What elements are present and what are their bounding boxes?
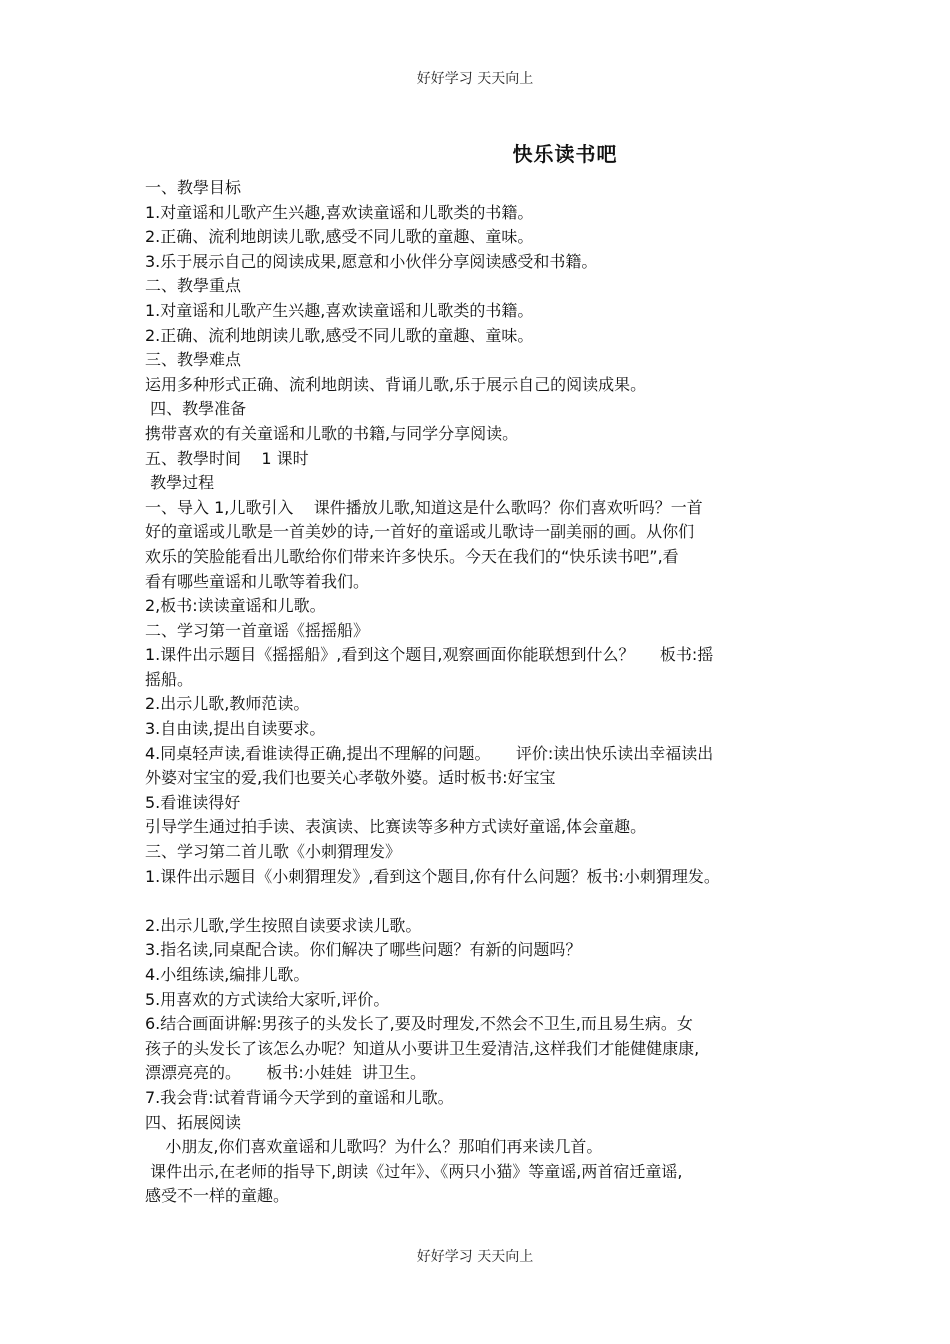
process-text-line: 小朋友,你们喜欢童谣和儿歌吗？为什么？那咱们再来读几首。	[145, 1137, 603, 1157]
process-text-line: 5.用喜欢的方式读给大家听,评价。	[145, 989, 390, 1009]
process-text-line: 5.看谁读得好	[145, 792, 241, 812]
document-body	[145, 176, 817, 1209]
process-text-line: 感受不一样的童趣。	[145, 1186, 290, 1206]
process-text-line: 外婆对宝宝的爱,我们也要关心孝敬外婆。适时板书:好宝宝	[145, 768, 556, 788]
process-text-line: 好的童谣或儿歌是一首美妙的诗,一首好的童谣或儿歌诗一副美丽的画。从你们	[145, 522, 695, 542]
page-header: 好好学习 天天向上	[416, 71, 534, 87]
process-text-line: 漂漂亮亮的。 板书:小娃娃 讲卫生。	[145, 1063, 426, 1083]
process-text-line: 1.课件出示题目《摇摇船》,看到这个题目,观察画面你能联想到什么？ 板书:摇	[145, 645, 714, 665]
process-text-line: 课件出示,在老师的指导下,朗读《过年》、《两只小猫》等童谣,两首宿迁童谣,	[145, 1161, 683, 1181]
section-heading-time: 五、教學时间 1 课时	[145, 448, 309, 468]
section-heading-preparation: 四、教學准备	[145, 399, 247, 419]
difficulty-text: 运用多种形式正确、流利地朗读、背诵儿歌,乐于展示自己的阅读成果。	[145, 374, 647, 394]
key-point-item: 1.对童谣和儿歌产生兴趣,喜欢读童谣和儿歌类的书籍。	[145, 300, 534, 320]
section-heading-objectives: 一、教學目标	[145, 178, 242, 197]
page-footer: 好好学习 天天向上	[416, 1249, 534, 1265]
blank-line	[145, 889, 817, 914]
process-text-line: 摇船。	[145, 669, 194, 689]
process-text-line: 7.我会背:试着背诵今天学到的童谣和儿歌。	[145, 1087, 454, 1107]
preparation-text: 携带喜欢的有关童谣和儿歌的书籍,与同学分享阅读。	[145, 423, 519, 443]
process-text-line: 欢乐的笑脸能看出儿歌给你们带来许多快乐。今天在我们的“快乐读书吧”,看	[145, 546, 679, 566]
process-text-line: 2,板书:读读童谣和儿歌。	[145, 596, 326, 616]
process-text-line: 3.指名读,同桌配合读。你们解决了哪些问题？有新的问题吗？	[145, 940, 582, 960]
process-text-line: 6.结合画面讲解:男孩子的头发长了,要及时理发,不然会不卫生,而且易生病。女	[145, 1014, 693, 1034]
process-text-line: 2.出示儿歌,教师范读。	[145, 694, 310, 714]
section-heading-first-rhyme: 二、学习第一首童谣《摇摇船》	[145, 620, 370, 640]
objective-item: 3.乐于展示自己的阅读成果,愿意和小伙伴分享阅读感受和书籍。	[145, 251, 598, 271]
process-text-line: 1.课件出示题目《小刺猬理发》,看到这个题目,你有什么问题？板书:小刺猬理发。	[145, 866, 720, 886]
process-text-line: 引导学生通过拍手读、表演读、比赛读等多种方式读好童谣,体会童趣。	[145, 817, 647, 837]
process-text-line: 4.同桌轻声读,看谁读得正确,提出不理解的问题。 评价:读出快乐读出幸福读出	[145, 743, 714, 763]
process-text-line: 看有哪些童谣和儿歌等着我们。	[145, 571, 370, 591]
section-heading-second-song: 三、学习第二首儿歌《小刺猬理发》	[145, 842, 402, 862]
objective-item: 2.正确、流利地朗读儿歌,感受不同儿歌的童趣、童味。	[145, 227, 534, 247]
process-text-line: 一、导入 1,儿歌引入 课件播放儿歌,知道这是什么歌吗？你们喜欢听吗？一首	[145, 497, 703, 517]
process-text-line: 2.出示儿歌,学生按照自读要求读儿歌。	[145, 915, 422, 935]
process-text-line: 4.小组练读,编排儿歌。	[145, 965, 310, 984]
section-heading-key-points: 二、教學重点	[145, 276, 242, 296]
section-heading-difficulties: 三、教學难点	[145, 350, 242, 370]
key-point-item: 2.正确、流利地朗读儿歌,感受不同儿歌的童趣、童味。	[145, 325, 534, 345]
process-text-line: 孩子的头发长了该怎么办呢？知道从小要讲卫生爱清洁,这样我们才能健健康康,	[145, 1038, 700, 1058]
objective-item: 1.对童谣和儿歌产生兴趣,喜欢读童谣和儿歌类的书籍。	[145, 202, 534, 222]
process-text-line: 3.自由读,提出自读要求。	[145, 719, 326, 739]
section-heading-extended-reading: 四、拓展阅读	[145, 1112, 242, 1132]
section-heading-process: 教學过程	[145, 473, 215, 493]
document-title: 快乐读书吧	[512, 142, 618, 166]
